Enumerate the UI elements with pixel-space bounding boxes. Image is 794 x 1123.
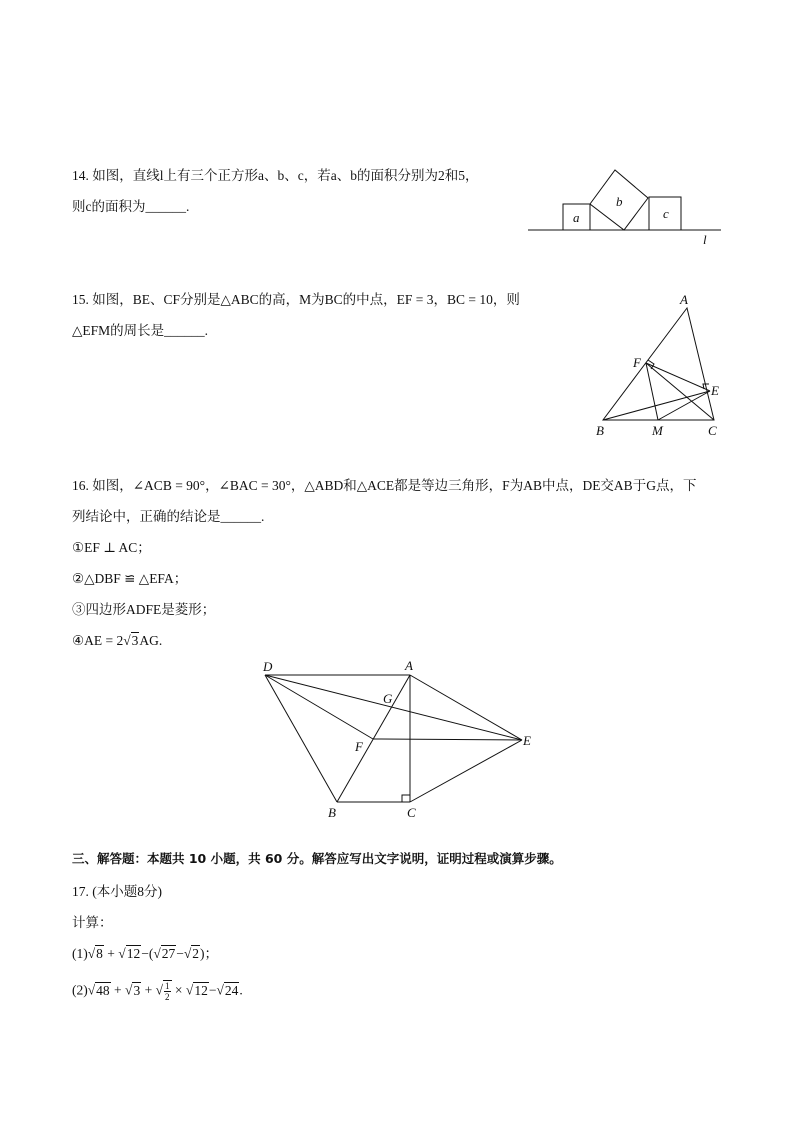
part2-end: . <box>239 982 243 998</box>
part2-op-times: × <box>174 982 183 998</box>
label-F: F <box>355 739 363 754</box>
fraction-denominator: 2 <box>165 992 170 1002</box>
part2-op-plus-1: + <box>114 982 122 998</box>
part1-radicand-4: 2 <box>192 946 200 961</box>
part2-radicand-3: 12 <box>194 982 208 998</box>
label-B: B <box>328 805 336 820</box>
part1-radicand-3: 27 <box>161 946 176 961</box>
q16-option4-post: AG. <box>139 633 163 648</box>
label-c: c <box>663 206 669 221</box>
part2-fraction <box>164 981 171 1002</box>
part1-op-plus: + <box>107 946 115 961</box>
label-a: a <box>573 210 580 225</box>
q17-prompt: 计算： <box>72 915 113 930</box>
q17-part1: (1)√8 + √12−(√27−√2)； <box>72 946 219 961</box>
label-E: E <box>711 383 719 398</box>
label-A: A <box>405 658 413 673</box>
section3-heading: 三、解答题：本题共 10 小题，共 60 分。解答应写出文字说明，证明过程或演算步骤。 <box>72 851 562 866</box>
q16-text-line2: 列结论中，正确的结论是______. <box>72 509 265 524</box>
label-b: b <box>616 194 623 209</box>
q16-option3: ③四边形ADFE是菱形； <box>72 602 216 617</box>
q14-figure <box>525 160 725 250</box>
q14-text-line1: 14. 如图，直线l上有三个正方形a、b、c，若a、b的面积分别为2和5， <box>72 168 479 183</box>
q16-option4: ④AE = 2√3AG. <box>72 633 163 648</box>
part2-radicand-2: 3 <box>133 982 141 998</box>
part1-end: )； <box>200 946 219 961</box>
q17-part2: (2)√48 + √3 + √ $\frac{1}{2}$ × √12−√24. <box>72 981 243 1002</box>
part1-radicand-1: 8 <box>96 946 103 961</box>
label-G: G <box>383 691 393 706</box>
q15-text-line1: 15. 如图，BE、CF分别是△ABC的高，M为BC的中点，EF = 3，BC = 10，则 <box>72 292 520 307</box>
fraction-numerator: 1 <box>165 981 170 991</box>
label-D: D <box>263 659 273 674</box>
q16-option1: ①EF ⊥ AC； <box>72 540 151 555</box>
part1-op-minus-paren: −( <box>141 946 154 961</box>
label-A: A <box>680 292 688 307</box>
part2-op-plus-2: + <box>144 982 153 998</box>
q16-text-line1: 16. 如图，∠ACB = 90°，∠BAC = 30°，△ABD和△ACE都是等边三角形，F为AB中点，DE交AB于G点，下 <box>72 478 697 493</box>
q16-figure <box>255 655 545 825</box>
label-l: l <box>703 232 707 247</box>
label-C: C <box>407 805 416 820</box>
part2-radicand-1: 48 <box>96 982 110 998</box>
q15-text-line2: △EFM的周长是______. <box>72 323 209 338</box>
label-M: M <box>652 423 663 438</box>
label-E: E <box>523 733 531 748</box>
q17-title: 17. (本小题8分) <box>72 884 162 899</box>
part2-op-minus: − <box>208 982 217 998</box>
q16-option4-radicand: 3 <box>131 633 139 648</box>
q14-text-line2: 则c的面积为______. <box>72 199 190 214</box>
part1-op-minus: − <box>176 946 184 961</box>
part2-radicand-4: 24 <box>224 982 239 998</box>
q15-figure <box>590 288 730 443</box>
label-C: C <box>708 423 717 438</box>
label-B: B <box>596 423 604 438</box>
q16-option2: ②△DBF ≌ △EFA； <box>72 571 188 586</box>
part1-radicand-2: 12 <box>126 946 141 961</box>
q16-option4-pre: ④AE = 2 <box>72 633 124 648</box>
part2-number: (2) <box>72 982 88 998</box>
label-F: F <box>633 355 641 370</box>
part1-number: (1) <box>72 946 88 961</box>
